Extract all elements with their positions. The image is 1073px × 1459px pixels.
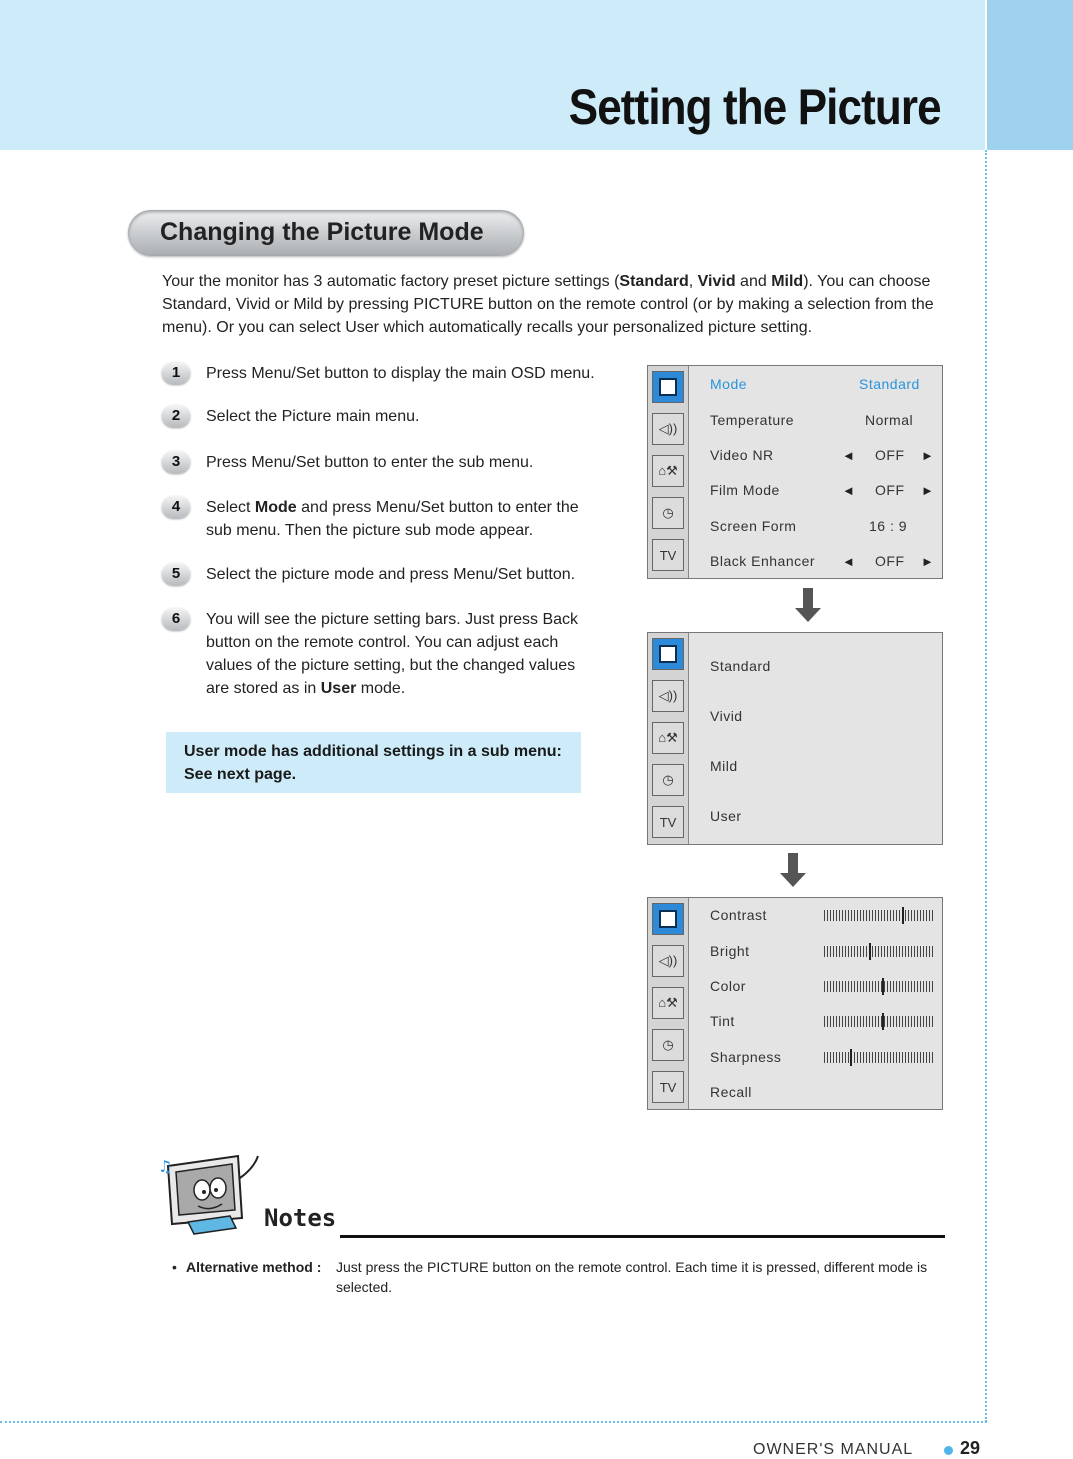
section-header	[128, 210, 524, 256]
clock-icon[interactable]: ◷	[652, 1029, 684, 1061]
mode-option-user[interactable]: User	[710, 808, 742, 824]
tv-icon[interactable]: TV	[652, 539, 684, 571]
down-arrow-icon	[780, 853, 806, 889]
osd-value-mode: Standard	[859, 376, 920, 392]
mode-option-mild[interactable]: Mild	[710, 758, 738, 774]
tv-icon[interactable]: TV	[652, 806, 684, 838]
osd-icon-bar	[648, 898, 689, 1109]
contrast-slider[interactable]	[824, 910, 934, 921]
step-text: Select the Picture main menu.	[206, 408, 420, 425]
page-border-right	[985, 150, 987, 1422]
osd-row-mode[interactable]: Mode	[710, 376, 748, 392]
step-number: 1	[162, 362, 190, 384]
step-number: 6	[162, 608, 190, 630]
sound-icon[interactable]: ◁))	[652, 945, 684, 977]
setting-tint[interactable]: Tint	[710, 1013, 735, 1029]
step-text: Select the picture mode and press Menu/Set button.	[206, 566, 576, 583]
sharpness-slider[interactable]	[824, 1052, 934, 1063]
osd-icon-bar	[648, 633, 689, 844]
left-arrow-icon[interactable]: ◄	[842, 448, 855, 463]
setting-contrast[interactable]: Contrast	[710, 907, 767, 923]
left-arrow-icon[interactable]: ◄	[842, 554, 855, 569]
note-line-2: See next page.	[184, 766, 297, 783]
setup-icon[interactable]: ⌂⚒	[652, 455, 684, 487]
step-text: Press Menu/Set button to enter the sub menu.	[206, 454, 534, 471]
clock-icon[interactable]: ◷	[652, 497, 684, 529]
user-mode-note	[166, 732, 581, 793]
picture-icon[interactable]	[652, 371, 684, 403]
page-border-bottom	[0, 1421, 987, 1423]
alternative-method-label: Alternative method :	[186, 1259, 322, 1275]
osd-value-screen-form: 16 : 9	[869, 518, 908, 534]
osd-icon-bar	[648, 366, 689, 578]
note-line-1: User mode has additional settings in a sub menu:	[184, 743, 562, 760]
bright-slider[interactable]	[824, 946, 934, 957]
osd-value-film-mode: OFF	[875, 482, 905, 498]
mode-option-vivid[interactable]: Vivid	[710, 708, 743, 724]
clock-icon[interactable]: ◷	[652, 764, 684, 796]
osd-row-film-mode[interactable]: Film Mode	[710, 482, 780, 498]
right-arrow-icon[interactable]: ►	[921, 448, 934, 463]
osd-value-black-enhancer: OFF	[875, 553, 905, 569]
osd-row-screen-form[interactable]: Screen Form	[710, 518, 797, 534]
step-number: 3	[162, 451, 190, 473]
osd-settings-menu	[647, 897, 943, 1110]
alternative-method-text: Just press the PICTURE button on the remote control. Each time it is pressed, different mode is selected.	[336, 1259, 928, 1295]
step-number: 5	[162, 563, 190, 585]
tv-icon[interactable]: TV	[652, 1071, 684, 1103]
notes-title: Notes	[264, 1204, 337, 1232]
page-number: 29	[960, 1438, 981, 1458]
header-tab	[987, 0, 1073, 150]
sound-icon[interactable]: ◁))	[652, 680, 684, 712]
intro-paragraph: Your the monitor has 3 automatic factory preset picture settings (Standard, Vivid and Mild). You can choose Standard, Vivid or Mild by pressing PICTURE button on the remote control (or by making a selection from the menu). Or you can select User which automatically recalls your personalized picture setting.	[162, 273, 934, 336]
down-arrow-icon	[795, 588, 821, 624]
osd-value-video-nr: OFF	[875, 447, 905, 463]
setting-bright[interactable]: Bright	[710, 943, 750, 959]
osd-row-black-enhancer[interactable]: Black Enhancer	[710, 553, 816, 569]
section-title: Changing the Picture Mode	[160, 218, 484, 246]
setting-color[interactable]: Color	[710, 978, 746, 994]
step-text: You will see the picture setting bars. Just press Back button on the remote control. You can adjust each values of the picture setting, but the changed values are stored as in User mode.	[206, 611, 579, 697]
svg-text:♫: ♫	[158, 1157, 173, 1176]
left-arrow-icon[interactable]: ◄	[842, 483, 855, 498]
picture-icon[interactable]	[652, 638, 684, 670]
osd-row-video-nr[interactable]: Video NR	[710, 447, 774, 463]
color-slider[interactable]	[824, 981, 934, 992]
right-arrow-icon[interactable]: ►	[921, 483, 934, 498]
picture-icon[interactable]	[652, 903, 684, 935]
tint-slider[interactable]	[824, 1016, 934, 1027]
step-number: 2	[162, 405, 190, 427]
bullet-icon: •	[172, 1259, 177, 1275]
footer-manual-label: OWNER'S MANUAL	[753, 1441, 914, 1458]
sound-icon[interactable]: ◁))	[652, 413, 684, 445]
setup-icon[interactable]: ⌂⚒	[652, 722, 684, 754]
osd-mode-menu	[647, 632, 943, 845]
tv-mascot-icon	[158, 1148, 266, 1238]
page-title: Setting the Picture	[568, 79, 941, 135]
osd-row-temperature[interactable]: Temperature	[710, 412, 795, 428]
step-text: Press Menu/Set button to display the main OSD menu.	[206, 365, 595, 382]
footer-dot-icon	[944, 1446, 953, 1455]
mode-option-standard[interactable]: Standard	[710, 658, 771, 674]
notes-divider	[340, 1235, 945, 1238]
right-arrow-icon[interactable]: ►	[921, 554, 934, 569]
setup-icon[interactable]: ⌂⚒	[652, 987, 684, 1019]
osd-main-menu	[647, 365, 943, 579]
setting-recall[interactable]: Recall	[710, 1084, 752, 1100]
step-text: Select Mode and press Menu/Set button to enter the sub menu. Then the picture sub mode appear.	[206, 499, 579, 539]
setting-sharpness[interactable]: Sharpness	[710, 1049, 782, 1065]
osd-value-temperature: Normal	[865, 412, 914, 428]
step-number: 4	[162, 496, 190, 518]
